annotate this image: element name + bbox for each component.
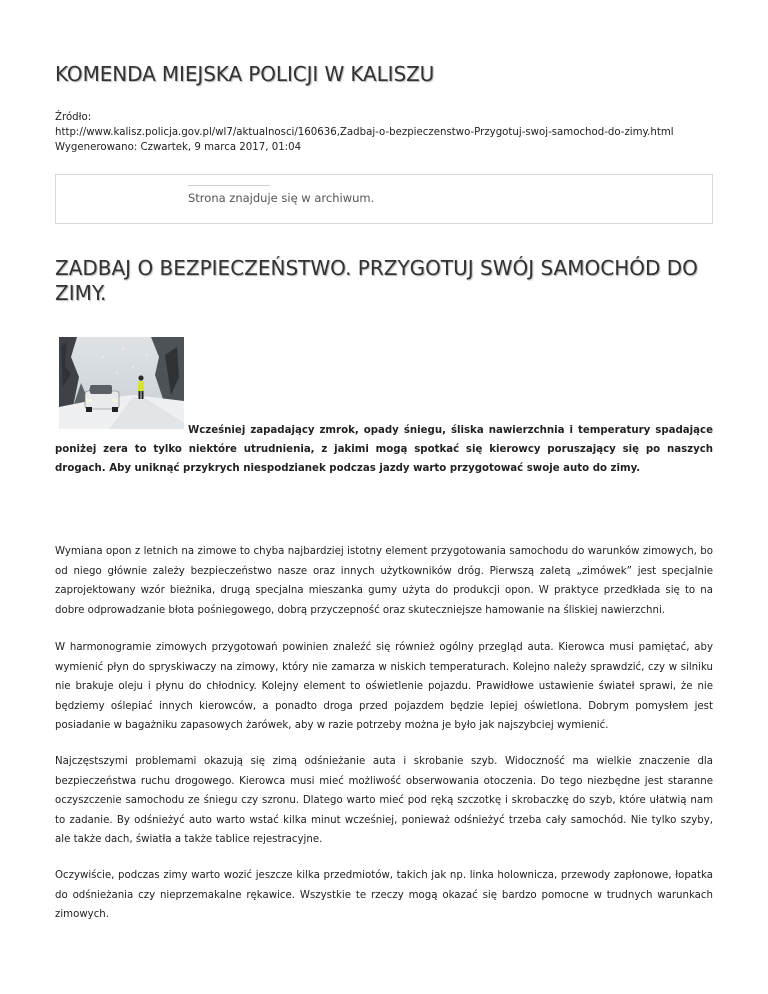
site-title: KOMENDA MIEJSKA POLICJI W KALISZU xyxy=(55,62,435,86)
article-lead xyxy=(55,421,713,478)
generated-date: Wygenerowano: Czwartek, 9 marca 2017, 01:04 xyxy=(55,142,302,153)
article-paragraph-2: W harmonogramie zimowych przygotowań powinien znaleźć się również ogólny przegląd auta. Kierowca musi pamiętać, aby wymienić płyn do spryskiwaczy na zimowy, który nie zamarza w niskich temperaturach. Kolejno należy sprawdzić, czy w silniku nie brakuje oleju i płynu do chłodnicy. Kolejny element to oświetlenie pojazdu. Prawidłowe ustawienie świateł sprawi, że nie będziemy oślepiać innych kierowców, a ponadto droga przed pojazdem będzie lepiej oświetlona. Dobrym pomysłem jest posiadanie w bagażniku zapasowych żarówek, aby w razie potrzeby można je było jak najszybciej wymienić. xyxy=(55,642,713,731)
archive-divider xyxy=(188,185,270,186)
article-lead-text: Wcześniej zapadający zmrok, opady śniegu, śliska nawierzchnia i temperatury spadające poniżej zera to tylko niektóre utrudnienia, z jakimi mogą spotkać się kierowcy poruszający się po naszych drogach. Aby uniknąć przykrych niespodzianek podczas jazdy warto przygotować swoje auto do zimy. xyxy=(55,425,713,474)
source-url: http://www.kalisz.policja.gov.pl/wl7/aktualnosci/160636,Zadbaj-o-bezpieczenstwo-Przygotuj-swoj-samochod-do-zimy.html xyxy=(55,127,674,138)
article-paragraph-1: Wymiana opon z letnich na zimowe to chyba najbardziej istotny element przygotowania samochodu do warunków zimowych, bo od niego głównie zależy bezpieczeństwo nasze oraz innych użytkowników dróg. Pierwszą zaletą „zimówek” jest specjalnie zaprojektowany wzór bieżnika, drugą specjalna mieszanka gumy użyta do produkcji opon. W praktyce przedkłada się to na dobre odprowadzanie błota pośniegowego, dobrą przyczepność oraz skuteczniejsze hamowanie na śliskiej nawierzchni. xyxy=(55,546,713,616)
source-info xyxy=(55,110,674,155)
article-paragraph-4: Oczywiście, podczas zimy warto wozić jeszcze kilka przedmiotów, takich jak np. linka holownicza, przewody zapłonowe, łopatka do odśnieżania czy nieprzemakalne rękawice. Wszystkie te rzeczy mogą okazać się bardzo pomocne w trudnych warunkach zimowych. xyxy=(55,870,713,920)
article-title: ZADBAJ O BEZPIECZEŃSTWO. PRZYGOTUJ SWÓJ SAMOCHÓD DO ZIMY. xyxy=(55,256,698,305)
source-label: Źródło: xyxy=(55,112,92,123)
archive-notice: Strona znajduje się w archiwum. xyxy=(188,191,375,205)
archive-notice-box xyxy=(55,174,713,224)
article-photo xyxy=(59,337,184,429)
article-paragraph-3: Najczęstszymi problemami okazują się zimą odśnieżanie auta i skrobanie szyb. Widoczność ma wielkie znaczenie dla bezpieczeństwa ruchu drogowego. Kierowca musi mieć możliwość obserwowania otoczenia. Do tego niezbędne jest staranne oczyszczenie samochodu ze śniegu czy szronu. Dlatego warto mieć pod ręką szczotkę i skrobaczkę do szyb, które ułatwią nam to zadanie. By odśnieżyć auto warto wstać kilka minut wcześniej, ponieważ odśnieżyć trzeba cały samochód. Nie tylko szyby, ale także dach, światła a także tablice rejestracyjne. xyxy=(55,756,713,845)
